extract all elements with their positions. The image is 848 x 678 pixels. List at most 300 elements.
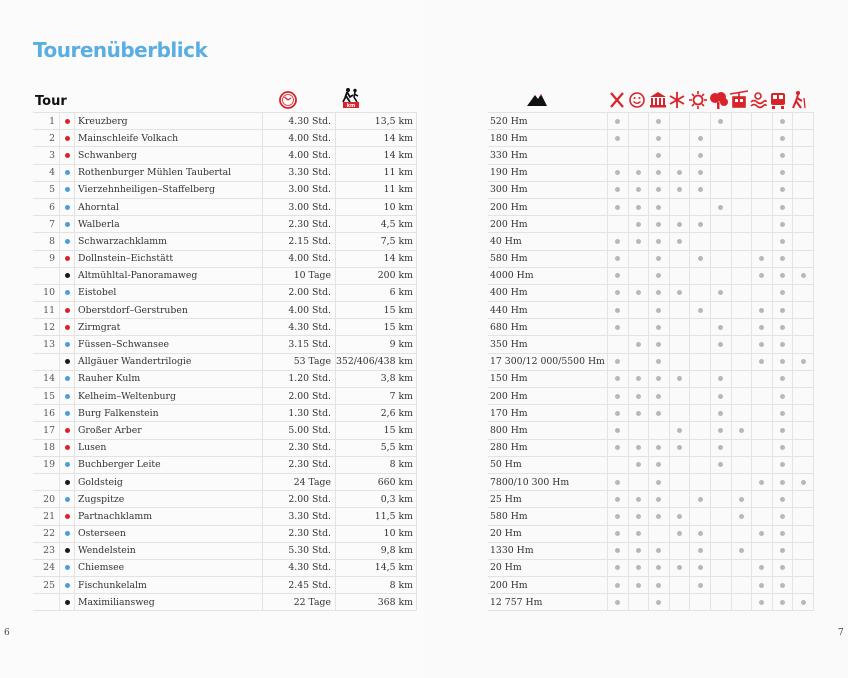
feature-cell [772,302,793,319]
feature-cell [690,267,711,284]
feature-cell [669,233,690,250]
feature-cell [628,198,649,215]
feature-cell [793,284,814,301]
feature-cell [772,542,793,559]
feature-cell [649,405,670,422]
train-icon [771,93,785,109]
feature-cell [690,198,711,215]
feature-dot [656,445,661,450]
feature-cell [628,525,649,542]
feature-dot [759,600,764,605]
feature-cell [669,216,690,233]
table-row [33,302,416,319]
feature-cell [710,130,731,147]
feature-cell [731,542,752,559]
table-row [33,594,416,611]
feature-dot [718,205,723,210]
feature-dot [718,428,723,433]
feature-dot [780,462,785,467]
tour-region-dot-cell [60,439,75,456]
tour-number [33,353,60,370]
tour-name: Großer Arber [75,422,263,439]
feature-cell [772,267,793,284]
tour-region-dot-cell [60,147,75,164]
region-dot [65,428,70,433]
feature-dot [780,239,785,244]
feature-dot [636,411,641,416]
feature-cell [752,302,773,319]
feature-cell [752,181,773,198]
feature-cell [793,388,814,405]
feature-dot [656,394,661,399]
feature-cell [669,508,690,525]
table-row [33,405,416,422]
feature-cell [608,216,629,233]
feature-cell [731,319,752,336]
tour-duration: 2.30 Std. [263,439,336,456]
feature-cell [772,353,793,370]
tour-number: 19 [33,456,60,473]
feature-dot [780,308,785,313]
feature-dot [656,136,661,141]
tour-number: 14 [33,370,60,387]
tour-duration: 3.15 Std. [263,336,336,353]
feature-cell [731,388,752,405]
tour-name: Goldsteig [75,473,263,490]
feature-dot [615,256,620,261]
tour-name: Mainschleife Volkach [75,130,263,147]
feature-cell [710,216,731,233]
feature-cell [793,456,814,473]
region-dot [65,119,70,124]
feature-cell [690,353,711,370]
region-dot [65,462,70,467]
feature-cell [649,147,670,164]
feature-dot [780,187,785,192]
tour-duration: 53 Tage [263,353,336,370]
feature-dot [718,290,723,295]
feature-cell [731,439,752,456]
feature-cell [772,405,793,422]
tour-region-dot-cell [60,267,75,284]
feature-cell [731,491,752,508]
feature-cell [669,594,690,611]
feature-cell [772,147,793,164]
feature-cell [628,422,649,439]
feature-dot [677,376,682,381]
feature-cell [793,508,814,525]
feature-cell [772,336,793,353]
feature-dot [780,445,785,450]
feature-dot [698,497,703,502]
feature-dot [780,153,785,158]
tour-name: Oberstdorf–Gerstruben [75,302,263,319]
feature-cell [710,353,731,370]
tour-region-dot-cell [60,216,75,233]
feature-cell [690,181,711,198]
feature-dot [780,119,785,124]
feature-cell [752,147,773,164]
tour-duration: 2.00 Std. [263,491,336,508]
feature-cell [669,405,690,422]
feature-cell [628,302,649,319]
feature-dot [656,583,661,588]
table-row [488,542,813,559]
tour-distance: 2,6 km [336,405,417,422]
tour-region-dot-cell [60,198,75,215]
feature-dot [656,565,661,570]
feature-dot [615,565,620,570]
feature-cell [752,250,773,267]
tour-region-dot-cell [60,422,75,439]
feature-cell [608,577,629,594]
feature-dot [656,325,661,330]
table-row [33,250,416,267]
feature-cell [752,130,773,147]
tour-elevation: 200 Hm [488,216,608,233]
table-row [488,525,813,542]
tour-number: 18 [33,439,60,456]
feature-cell [628,508,649,525]
feature-dot [677,170,682,175]
tour-number: 21 [33,508,60,525]
tour-number: 3 [33,147,60,164]
feature-cell [752,284,773,301]
table-row [488,473,813,490]
region-dot [65,187,70,192]
table-row [488,422,813,439]
feature-dot [636,205,641,210]
feature-cell [628,594,649,611]
feature-cell [731,508,752,525]
feature-cell [669,353,690,370]
feature-dot [615,600,620,605]
feature-dot [759,565,764,570]
table-row [488,353,813,370]
feature-dot [656,256,661,261]
feature-cell [793,370,814,387]
feature-cell [669,319,690,336]
tour-name: Schwanberg [75,147,263,164]
region-dot [65,222,70,227]
tour-distance: 660 km [336,473,417,490]
feature-cell [608,250,629,267]
feature-dot [677,290,682,295]
feature-cell [731,473,752,490]
tour-distance: 14 km [336,130,417,147]
feature-cell [690,164,711,181]
feature-dot [780,531,785,536]
feature-cell [608,370,629,387]
feature-cell [793,559,814,576]
feature-cell [669,267,690,284]
feature-dot [739,548,744,553]
region-dot [65,136,70,141]
feature-cell [690,216,711,233]
feature-cell [690,233,711,250]
feature-dot [780,548,785,553]
feature-dot [636,187,641,192]
feature-cell [649,302,670,319]
features-table [488,112,814,611]
feature-cell [752,353,773,370]
feature-icons-row [608,90,822,110]
feature-dot [656,497,661,502]
feature-cell [608,336,629,353]
tour-duration: 2.00 Std. [263,388,336,405]
feature-dot [656,376,661,381]
feature-cell [710,456,731,473]
feature-cell [731,577,752,594]
tour-elevation: 170 Hm [488,405,608,422]
feature-cell [772,594,793,611]
tour-elevation: 280 Hm [488,439,608,456]
feature-dot [698,583,703,588]
feature-cell [731,233,752,250]
feature-dot [656,600,661,605]
feature-cell [628,250,649,267]
feature-dot [615,428,620,433]
feature-cell [752,577,773,594]
tour-duration: 24 Tage [263,473,336,490]
region-dot [65,153,70,158]
tour-name: Zirmgrat [75,319,263,336]
feature-dot [636,222,641,227]
table-row [488,388,813,405]
feature-dot [677,187,682,192]
feature-cell [731,353,752,370]
feature-dot [739,497,744,502]
feature-cell [710,319,731,336]
tour-elevation: 200 Hm [488,388,608,405]
feature-cell [793,594,814,611]
feature-cell [690,508,711,525]
tour-region-dot-cell [60,233,75,250]
tour-number: 9 [33,250,60,267]
feature-cell [710,147,731,164]
feature-dot [780,222,785,227]
feature-cell [793,250,814,267]
tour-name: Schwarzachklamm [75,233,263,250]
feature-cell [772,525,793,542]
feature-cell [710,284,731,301]
feature-dot [615,394,620,399]
feature-dot [739,514,744,519]
cable-car-icon [730,91,748,107]
tour-number: 7 [33,216,60,233]
feature-cell [772,164,793,181]
feature-cell [752,542,773,559]
table-row [488,267,813,284]
tour-duration: 4.00 Std. [263,302,336,319]
feature-cell [608,147,629,164]
feature-dot [615,411,620,416]
feature-cell [772,319,793,336]
tour-region-dot-cell [60,113,75,130]
tour-elevation: 800 Hm [488,422,608,439]
table-row [33,113,416,130]
table-row [33,577,416,594]
table-row [488,216,813,233]
feature-cell [731,216,752,233]
feature-dot [780,256,785,261]
tour-region-dot-cell [60,370,75,387]
feature-dot [780,514,785,519]
tour-distance: 14 km [336,250,417,267]
feature-dot [698,222,703,227]
feature-dot [759,359,764,364]
tour-number: 5 [33,181,60,198]
tour-duration: 3.30 Std. [263,508,336,525]
feature-cell [690,559,711,576]
feature-dot [615,239,620,244]
tour-elevation: 680 Hm [488,319,608,336]
tour-elevation: 440 Hm [488,302,608,319]
table-row [33,147,416,164]
tour-region-dot-cell [60,473,75,490]
feature-dot [698,548,703,553]
tour-number [33,473,60,490]
feature-cell [649,130,670,147]
feature-dot [656,359,661,364]
feature-dot [759,325,764,330]
feature-cell [772,233,793,250]
feature-cell [793,113,814,130]
feature-cell [690,302,711,319]
region-dot [65,583,70,588]
tour-duration: 1.20 Std. [263,370,336,387]
feature-cell [752,491,773,508]
feature-cell [669,284,690,301]
feature-cell [649,422,670,439]
feature-cell [649,233,670,250]
table-row [33,439,416,456]
feature-cell [752,405,773,422]
table-row [33,319,416,336]
feature-dot [615,497,620,502]
feature-cell [690,405,711,422]
tour-region-dot-cell [60,181,75,198]
tour-elevation: 20 Hm [488,559,608,576]
tour-distance: 368 km [336,594,417,611]
tour-region-dot-cell [60,336,75,353]
mountain-icon [526,91,548,107]
tour-duration: 22 Tage [263,594,336,611]
feature-cell [690,388,711,405]
table-row [488,130,813,147]
table-row [488,577,813,594]
tour-duration: 2.15 Std. [263,233,336,250]
feature-cell [608,439,629,456]
feature-cell [628,181,649,198]
feature-cell [752,388,773,405]
feature-cell [628,267,649,284]
feature-cell [669,181,690,198]
tour-elevation: 4000 Hm [488,267,608,284]
tour-elevation: 12 757 Hm [488,594,608,611]
table-row [33,198,416,215]
feature-cell [710,250,731,267]
feature-dot [656,308,661,313]
snowflake-icon [670,92,684,108]
feature-cell [690,473,711,490]
tour-name: Rothenburger Mühlen Taubertal [75,164,263,181]
feature-cell [731,525,752,542]
feature-dot [615,583,620,588]
feature-cell [731,130,752,147]
feature-cell [793,198,814,215]
tour-name: Rauher Kulm [75,370,263,387]
feature-dot [656,480,661,485]
feature-cell [731,422,752,439]
tour-distance: 11 km [336,181,417,198]
feature-cell [731,370,752,387]
feature-cell [649,594,670,611]
feature-cell [710,267,731,284]
feature-cell [710,491,731,508]
feature-cell [731,594,752,611]
tour-distance: 7 km [336,388,417,405]
table-row [33,491,416,508]
tour-name: Fischunkelalm [75,577,263,594]
table-row [33,336,416,353]
table-row [488,198,813,215]
feature-cell [690,113,711,130]
tour-region-dot-cell [60,130,75,147]
tour-name: Altmühltal-Panoramaweg [75,267,263,284]
tour-distance: 0,3 km [336,491,417,508]
feature-cell [772,577,793,594]
tour-name: Dollnstein–Eichstätt [75,250,263,267]
tour-elevation: 520 Hm [488,113,608,130]
tour-distance: 352/406/438 km [336,353,417,370]
feature-cell [731,302,752,319]
tour-name: Wendelstein [75,542,263,559]
feature-cell [628,405,649,422]
feature-cell [628,388,649,405]
feature-cell [752,473,773,490]
feature-cell [772,113,793,130]
feature-dot [615,325,620,330]
tour-distance: 14,5 km [336,559,417,576]
tour-region-dot-cell [60,388,75,405]
feature-cell [793,302,814,319]
feature-cell [669,388,690,405]
feature-cell [608,302,629,319]
tour-distance: 3,8 km [336,370,417,387]
tour-duration: 4.30 Std. [263,113,336,130]
feature-cell [793,577,814,594]
feature-cell [690,250,711,267]
feature-cell [690,370,711,387]
feature-cell [731,336,752,353]
tour-duration: 2.30 Std. [263,216,336,233]
feature-cell [793,130,814,147]
feature-cell [669,473,690,490]
feature-cell [710,405,731,422]
tour-duration: 2.30 Std. [263,525,336,542]
feature-cell [772,181,793,198]
tour-elevation: 50 Hm [488,456,608,473]
tour-number: 23 [33,542,60,559]
feature-cell [608,233,629,250]
feature-cell [772,508,793,525]
table-row [33,130,416,147]
feature-cell [710,422,731,439]
feature-dot [780,325,785,330]
tour-table [33,112,417,611]
feature-cell [731,250,752,267]
